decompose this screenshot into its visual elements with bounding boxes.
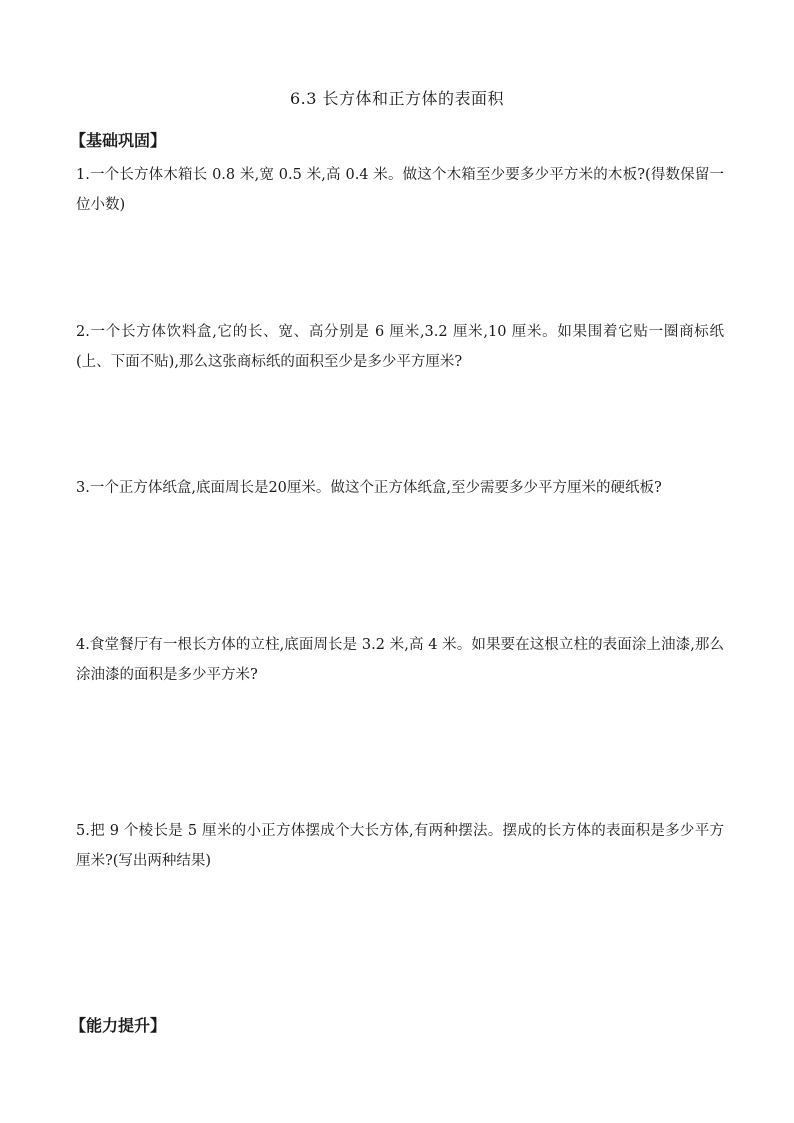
question-3: 3.一个正方体纸盒,底面周长是20厘米。做这个正方体纸盒,至少需要多少平方厘米的硬纸板?	[76, 480, 662, 496]
section-heading-basic: 【基础巩固】	[70, 131, 167, 150]
question-2: 2.一个长方体饮料盒,它的长、宽、高分别是 6 厘米,3.2 厘米,10 厘米。如果围着它贴一圈商标纸(上、下面不贴),那么这张商标纸的面积至少是多少平方厘米?	[76, 324, 724, 370]
question-4: 4.食堂餐厅有一根长方体的立柱,底面周长是 3.2 米,高 4 米。如果要在这根立柱的表面涂上油漆,那么涂油漆的面积是多少平方米?	[76, 637, 724, 683]
question-5: 5.把 9 个棱长是 5 厘米的小正方体摆成个大长方体,有两种摆法。摆成的长方体的表面积是多少平方厘米?(写出两种结果)	[76, 823, 724, 869]
question-1: 1.一个长方体木箱长 0.8 米,宽 0.5 米,高 0.4 米。做这个木箱至少要多少平方米的木板?(得数保留一位小数)	[76, 167, 724, 213]
section-heading-advanced: 【能力提升】	[70, 1016, 167, 1035]
page-title: 6.3 长方体和正方体的表面积	[289, 89, 505, 108]
